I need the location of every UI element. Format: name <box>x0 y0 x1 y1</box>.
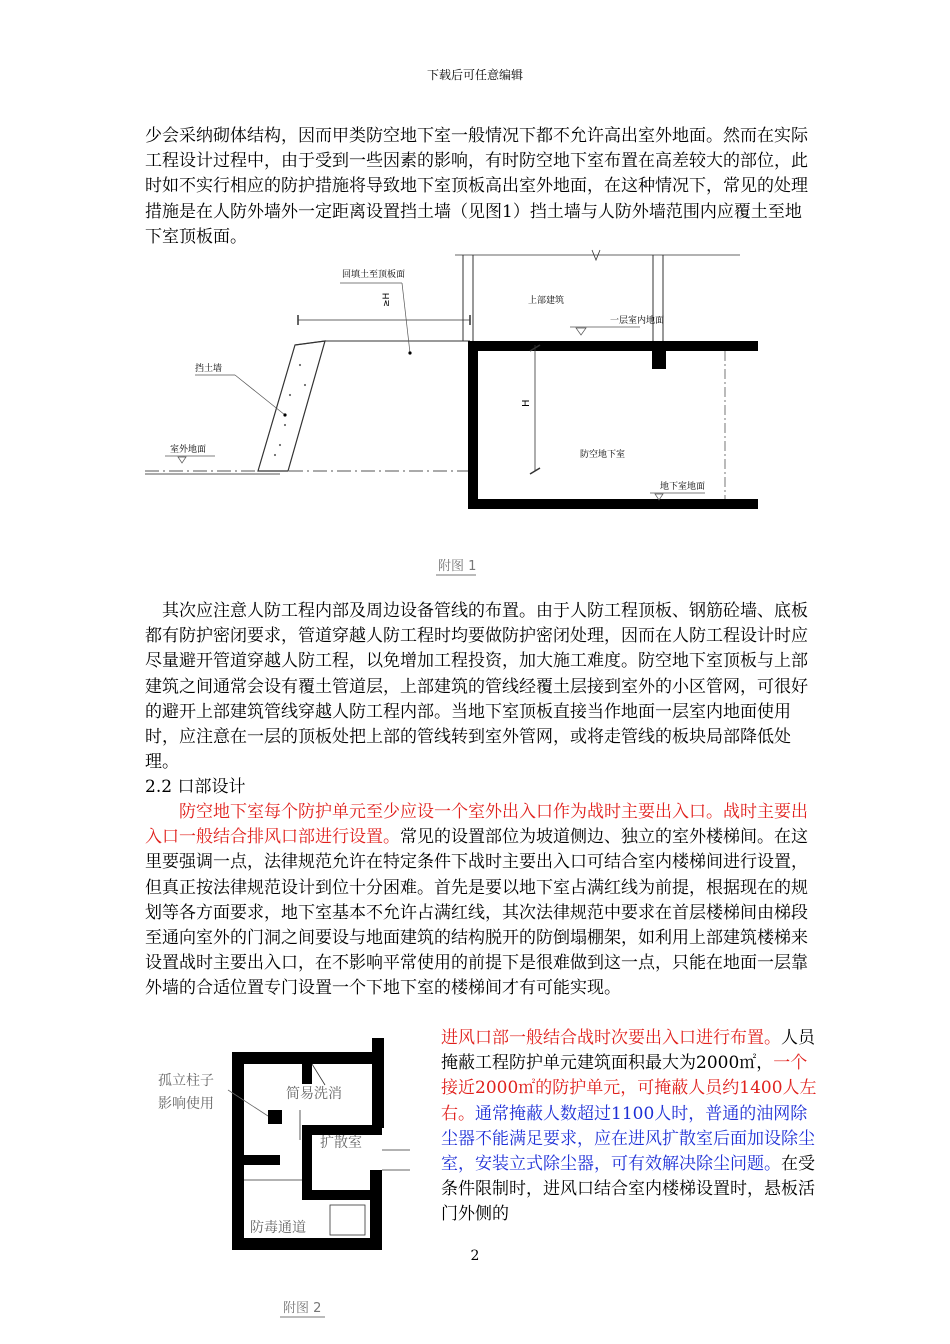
paragraph-intro: 少会采纳砌体结构，因而甲类防空地下室一般情况下都不允许高出室外地面。然而在实际工程设计过程中，由于受到一些因素的影响，有时防空地下室布置在高差较大的部位，此时如不实行相应的防护措施将导致地下室顶板高出室外地面，在这种情况下，常见的处理措施是在人防外墙外一定距离设置挡土墙（见图1）挡土墙与人防外墙范围内应覆土至地下室顶板面。 <box>145 126 808 247</box>
label-corridor: 防毒通道 <box>250 1220 306 1236</box>
figure-2 <box>150 1030 440 1330</box>
label-backfill: 回填土至顶板面 <box>342 270 406 280</box>
page-header: 下载后可任意编辑 <box>426 68 523 82</box>
paragraph-entrance <box>145 800 815 1002</box>
label-retaining-wall: 挡土墙 <box>195 364 223 374</box>
figure-1-caption: 附图 1 <box>438 559 477 574</box>
label-diffusion: 扩散室 <box>320 1135 362 1151</box>
label-upper-building: 上部建筑 <box>528 296 565 306</box>
label-column-1: 孤立柱子 <box>158 1073 214 1089</box>
label-column-2: 影响使用 <box>158 1096 214 1112</box>
paragraph-side <box>441 1026 821 1228</box>
text-blue-1: 通常掩蔽人数超过1100人时，普通的油网除尘器不能满足要求，应在进风扩散室后面加设除尘室，安装立式除尘器，可有效解决除尘问题。 <box>441 1103 815 1175</box>
label-ge-h: ≥H <box>382 292 392 307</box>
text-red-3: 一个接近2000㎡的防护单元，可掩蔽人员约1400人左右。 <box>441 1053 817 1124</box>
text-red-2: 进风口部一般结合战时次要出入口进行布置。 <box>441 1028 781 1048</box>
paragraph-pipes: 其次应注意人防工程内部及周边设备管线的布置。由于人防工程顶板、钢筋砼墙、底板都有防护密闭要求，管道穿越人防工程时均要做防护密闭处理，因而在人防工程设计时应尽量避开管道穿越人防工程，以免增加工程投资，加大施工难度。防空地下室顶板与上部建筑之间通常会设有覆土管道层，上部建筑的管线经覆土层接到室外的小区管网，可很好的避开上部建筑管线穿越人防工程内部。当地下室顶板直接当作地面一层室内地面使用时，应注意在一层的顶板处把上部的管线转到室外管网，或将走管线的板块局部降低处理。 <box>145 601 808 773</box>
label-h: H <box>521 399 532 407</box>
text-red-1: 防空地下室每个防护单元至少应设一个室外出入口作为战时主要出入口。战时主要出入口一般结合排风口部进行设置。 <box>145 802 808 848</box>
label-first-floor: 一层室内地面 <box>610 316 665 326</box>
label-outdoor-ground: 室外地面 <box>170 445 207 455</box>
figure-1 <box>140 245 760 585</box>
text-normal-1: 常见的设置部位为坡道侧边、独立的室外楼梯间。在这里要强调一点，法律规范允许在特定条件下战时主要出入口可结合室内楼梯间进行设置，但真正按法律规范设计到位十分困难。首先是要以地下室占满红线为前提，根据现在的规划等各方面要求，地下室基本不允许占满红线，其次法律规范中要求在首层楼梯间由梯段至通向室外的门洞之间要设与地面建筑的结构脱开的防倒塌棚架，如利用上部建筑楼梯来设置战时主要出入口，在不影响平常使用的前提下是很难做到这一点，只能在地面一层靠外墙的合适位置专门设置一个下地下室的楼梯间才有可能实现。 <box>145 827 808 999</box>
label-wash: 简易洗消 <box>286 1086 342 1102</box>
label-basement-floor: 地下室地面 <box>660 482 706 492</box>
label-shelter: 防空地下室 <box>580 450 626 460</box>
figure-2-caption: 附图 2 <box>283 1301 322 1316</box>
text-normal-3: 在受条件限制时，进风口结合室内楼梯设置时，悬板活门外侧的 <box>441 1154 815 1225</box>
section-title: 2.2 口部设计 <box>145 777 246 797</box>
page-number: 2 <box>470 1248 480 1264</box>
text-normal-2: 人员掩蔽工程防护单元建筑面积最大为2000㎡， <box>441 1028 815 1074</box>
